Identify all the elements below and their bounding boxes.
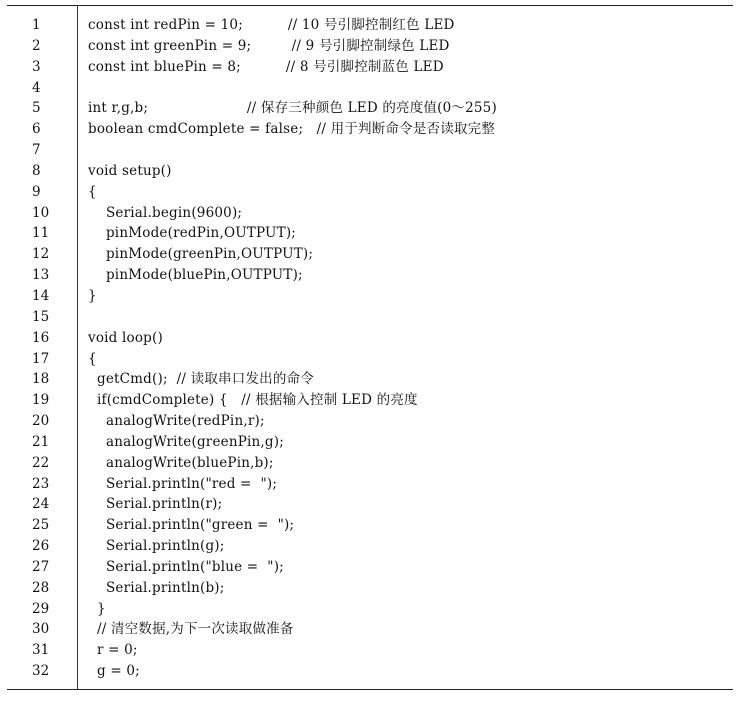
code-text: void setup() [88, 162, 172, 179]
code-line [7, 494, 733, 515]
code-line [7, 661, 733, 682]
code-line [7, 307, 733, 328]
code-text: // 清空数据,为下一次读取做准备 [88, 621, 294, 638]
line-number: 31 [32, 642, 50, 659]
code-line [7, 557, 733, 578]
line-number: 3 [32, 58, 41, 75]
line-number: 10 [32, 204, 50, 221]
code-text: analogWrite(greenPin,g); [88, 433, 284, 450]
code-text: r = 0; [88, 642, 138, 659]
line-number: 29 [32, 600, 50, 617]
code-line [7, 432, 733, 453]
code-text: { [88, 183, 97, 200]
code-text: Serial.println("green = "); [88, 517, 295, 534]
code-line [7, 515, 733, 536]
line-number: 20 [32, 413, 50, 430]
line-number: 27 [32, 558, 50, 575]
code-line [7, 98, 733, 119]
code-line [7, 619, 733, 640]
line-number: 2 [32, 37, 41, 54]
line-number: 22 [32, 454, 50, 471]
code-line [7, 453, 733, 474]
line-number: 14 [32, 287, 50, 304]
line-number: 25 [32, 517, 50, 534]
code-line [7, 244, 733, 265]
code-text: pinMode(greenPin,OUTPUT); [88, 246, 314, 263]
code-text: Serial.begin(9600); [88, 204, 243, 221]
line-number: 30 [32, 621, 50, 638]
code-line [7, 78, 733, 99]
line-number: 24 [32, 496, 50, 513]
code-line [7, 286, 733, 307]
code-text: void loop() [88, 329, 163, 346]
line-number: 1 [32, 17, 41, 33]
code-text: Serial.println(r); [88, 496, 223, 513]
code-line [7, 390, 733, 411]
line-number: 11 [32, 225, 50, 242]
line-number: 9 [32, 183, 41, 200]
code-line [7, 182, 733, 203]
code-line [7, 119, 733, 140]
code-text: const int redPin = 10; // 10 号引脚控制红色 LED [88, 17, 455, 33]
code-line [7, 223, 733, 244]
code-text: Serial.println(g); [88, 538, 225, 555]
line-number: 19 [32, 392, 50, 409]
line-number: 12 [32, 246, 50, 263]
code-line [7, 578, 733, 599]
code-text: { [88, 350, 97, 367]
code-text: if(cmdComplete) { // 根据输入控制 LED 的亮度 [88, 392, 418, 409]
code-line [7, 369, 733, 390]
line-number: 8 [32, 162, 41, 179]
code-text: } [88, 600, 106, 617]
code-text: analogWrite(bluePin,b); [88, 454, 274, 471]
code-text: pinMode(redPin,OUTPUT); [88, 225, 297, 242]
code-text: const int greenPin = 9; // 9 号引脚控制绿色 LED [88, 37, 450, 54]
code-text: boolean cmdComplete = false; // 用于判断命令是否读取完整 [88, 121, 496, 138]
code-text: g = 0; [88, 663, 140, 680]
code-text: getCmd(); // 读取串口发出的命令 [88, 371, 314, 388]
line-number: 17 [32, 350, 50, 367]
line-number: 6 [32, 121, 41, 138]
code-listing [7, 5, 733, 690]
line-number: 18 [32, 371, 50, 388]
code-line [7, 640, 733, 661]
line-number: 16 [32, 329, 50, 346]
code-text: analogWrite(redPin,r); [88, 413, 265, 430]
code-text: const int bluePin = 8; // 8 号引脚控制蓝色 LED [88, 58, 444, 75]
line-number: 26 [32, 538, 50, 555]
code-line [7, 349, 733, 370]
code-text: Serial.println("red = "); [88, 475, 278, 492]
code-line [7, 411, 733, 432]
code-line [7, 599, 733, 620]
code-line [7, 474, 733, 495]
code-text: Serial.println("blue = "); [88, 558, 284, 575]
code-line [7, 36, 733, 57]
code-text: int r,g,b; // 保存三种颜色 LED 的亮度值(0～255) [88, 100, 497, 117]
code-line [7, 57, 733, 78]
code-text: } [88, 287, 97, 304]
line-number: 7 [32, 142, 41, 159]
code-line [7, 161, 733, 182]
line-number: 32 [32, 663, 50, 680]
line-number: 4 [32, 79, 41, 96]
code-line [7, 536, 733, 557]
line-number: 5 [32, 100, 41, 117]
code-text: Serial.println(b); [88, 579, 225, 596]
code-text: pinMode(bluePin,OUTPUT); [88, 267, 303, 284]
line-number: 28 [32, 579, 50, 596]
code-line [7, 328, 733, 349]
code-line [7, 15, 733, 36]
code-lines [7, 15, 733, 682]
line-number: 13 [32, 267, 50, 284]
line-number: 21 [32, 433, 50, 450]
code-line [7, 265, 733, 286]
line-number: 23 [32, 475, 50, 492]
line-number: 15 [32, 308, 50, 325]
code-line [7, 140, 733, 161]
code-line [7, 203, 733, 224]
